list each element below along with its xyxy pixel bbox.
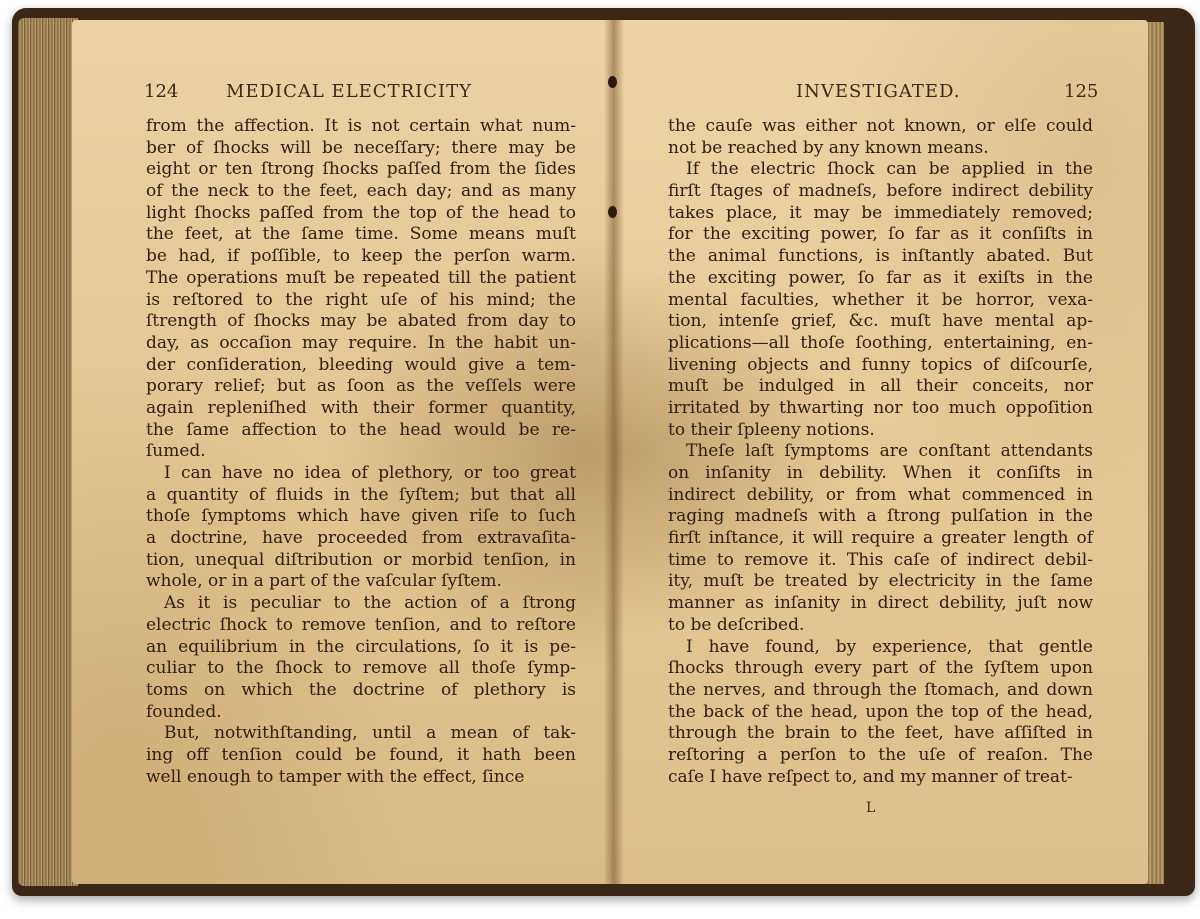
text-line: ing off tenſion could be found, it hath been [146,744,576,765]
text-line: founded. [146,701,222,722]
text-line: is reſtored to the right uſe of his mind; the [146,289,576,310]
text-line: eight or ten ſtrong ſhocks paſſed from the ſides [146,159,576,180]
text-line: from the affection. It is not certain what num- [146,116,576,136]
signature-mark: L [866,800,877,816]
text-line: to their ſpleeny notions. [668,419,875,440]
text-line: ſtrength of ſhocks may be abated from day to [146,311,576,332]
text-line: day, as occaſion may require. In the habit un- [146,332,576,353]
text-line: thoſe ſymptoms which have given riſe to ſuch [146,506,576,527]
text-line: for the exciting power, ſo far as it conſiſts in [668,224,1093,245]
left-page-text [146,116,576,788]
text-line: whole, or in a part of the vaſcular ſyſtem. [146,571,502,592]
page-number-left: 124 [144,81,179,102]
text-line: well enough to tamper with the effect, ſince [146,766,525,787]
text-line: ſumed. [146,441,206,462]
text-line: through the brain to the feet, have aſſiſted in [668,723,1093,744]
text-line: mental faculties, whether it be horror, vexa- [668,289,1093,310]
text-line: But, notwithſtanding, until a mean of tak- [164,723,576,744]
text-line: to be deſcribed. [668,614,805,635]
text-line: ity, muſt be treated by electricity in the ſame [668,571,1093,592]
text-line: the ſame affection to the head would be re- [146,419,576,440]
text-line: a doctrine, have proceeded from extravaſita- [146,528,576,549]
text-line: the nerves, and through the ſtomach, and down [668,679,1093,700]
text-line: I have found, by experience, that gentle [686,636,1093,657]
text-line: of the neck to the feet, each day; and as many [146,181,576,202]
left-page [72,20,614,884]
text-line: firſt inſtance, it will require a greater length of [668,528,1093,549]
text-line: As it is peculiar to the action of a ſtrong [164,593,576,614]
text-line: plications—all thoſe ſoothing, entertaining, en- [668,332,1093,353]
right-page [614,20,1148,884]
left-page-edges [18,18,78,886]
text-line: again repleniſhed with their former quantity, [146,397,576,418]
text-line: an equilibrium in the circulations, ſo it is pe- [146,636,576,657]
text-line: raging madneſs with a ſtrong pulſation in the [668,506,1093,527]
text-line: reſtoring a perſon to the uſe of reaſon. The [668,744,1093,765]
running-head-right: INVESTIGATED. [796,81,961,102]
text-line: the back of the head, upon the top of the head, [668,701,1093,722]
binding-stitch [608,76,617,88]
text-line: electric ſhock to remove tenſion, and to reſtore [146,614,576,635]
text-line: If the electric ſhock can be applied in the [686,159,1093,180]
page-number-right: 125 [1064,81,1099,102]
text-line: porary relief; but as ſoon as the veſſels were [146,376,576,397]
text-line: firſt ſtages of madneſs, before indirect debility [668,181,1093,202]
text-line: indirect debility, or from what commenced in [668,484,1093,505]
text-line: takes place, it may be immediately removed; [668,202,1093,223]
text-line: livening objects and funny topics of diſcourſe, [668,354,1093,375]
text-line: be had, if poſſible, to keep the perſon warm. [146,246,576,267]
text-line: the cauſe was either not known, or elſe could [668,116,1093,136]
text-line: der conſideration, bleeding would give a tem- [146,354,576,375]
text-line: the exciting power, ſo far as it exiſts in the [668,267,1093,288]
text-line: on inſanity in debility. When it conſiſts in [668,463,1093,483]
text-line: a quantity of fluids in the ſyſtem; but that all [146,484,576,505]
text-line: light ſhocks paſſed from the top of the head to [146,202,576,223]
running-head-left: MEDICAL ELECTRICITY [226,81,473,102]
text-line: toms on which the doctrine of plethory is [146,679,576,700]
text-line: tion, intenſe grief, &c. muſt have mental ap- [668,311,1093,332]
text-line: the feet, at the ſame time. Some means muſt [146,224,576,245]
text-line: time to remove it. This caſe of indirect debil- [668,549,1093,570]
text-line: muſt be indulged in all their conceits, nor [668,376,1093,397]
text-line: caſe I have reſpect to, and my manner of treat- [668,766,1073,787]
right-page-edges [1146,22,1164,884]
text-line: I can have no idea of plethory, or too great [164,463,576,483]
right-page-text [668,116,1093,788]
binding-stitch [608,206,617,218]
text-line: The operations muſt be repeated till the patient [146,267,576,288]
text-line: tion, unequal diſtribution or morbid tenſion, in [146,549,576,570]
text-line: not be reached by any known means. [668,137,989,158]
text-line: the animal functions, is inſtantly abated. But [668,246,1093,267]
text-line: Theſe laſt ſymptoms are conſtant attendants [686,441,1093,462]
text-line: ſhocks through every part of the ſyſtem upon [668,658,1093,679]
book-gutter [604,20,624,884]
text-line: ber of ſhocks will be neceſſary; there may be [146,137,576,158]
text-line: culiar to the ſhock to remove all thoſe ſymp- [146,658,576,679]
text-line: manner as inſanity in direct debility, juſt now [668,593,1093,614]
text-line: irritated by thwarting nor too much oppoſition [668,397,1093,418]
